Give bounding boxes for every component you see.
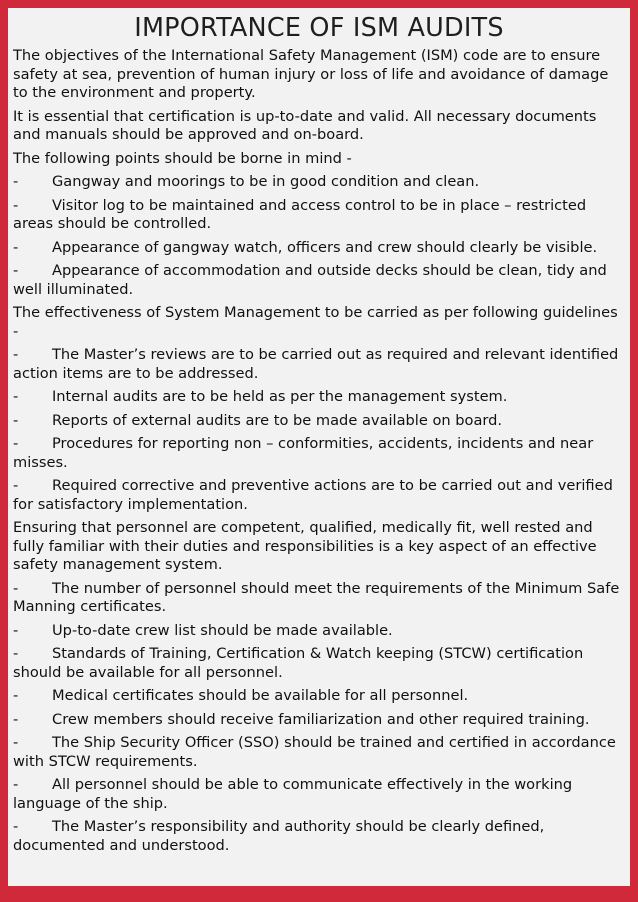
bullet-item xyxy=(13,197,625,234)
bullet-text: Gangway and moorings to be in good condition and clean. xyxy=(52,173,480,190)
paragraph: The effectiveness of System Management to be carried as per following guidelines - xyxy=(13,304,618,340)
bullet-text: The Ship Security Officer (SSO) should be trained and certified in accordance with STCW requirements. xyxy=(13,734,616,770)
paragraph: The objectives of the International Safety Management (ISM) code are to ensure safety at sea, prevention of human injury or loss of life and avoidance of damage to the environment and property. xyxy=(13,47,609,101)
bullet-dash: - xyxy=(13,621,19,639)
bullet-text: The Master’s reviews are to be carried out as required and relevant identified action items are to be addressed. xyxy=(13,346,619,382)
bullet-dash: - xyxy=(13,173,19,190)
bullet-dash: - xyxy=(13,411,19,429)
bullet-text: All personnel should be able to communicate effectively in the working language of the ship. xyxy=(13,776,573,812)
paragraph: It is essential that certification is up-to-date and valid. All necessary documents and manuals should be approved and on-board. xyxy=(13,107,597,143)
bullet-item xyxy=(13,645,625,682)
bullet-text: Up-to-date crew list should be made available. xyxy=(52,621,393,639)
bullet-dash: - xyxy=(13,262,19,279)
bullet-text: Required corrective and preventive actions are to be carried out and verified for satisfactory implementation. xyxy=(13,477,613,513)
bullet-item xyxy=(13,776,625,813)
bullet-item xyxy=(13,239,625,258)
paragraph: The following points should be borne in mind - xyxy=(13,149,352,167)
page-title: IMPORTANCE OF ISM AUDITS xyxy=(134,13,504,43)
bullet-text: The number of personnel should meet the requirements of the Minimum Safe Manning certificates. xyxy=(13,579,620,615)
bullet-dash: - xyxy=(13,435,19,452)
bullet-text: Appearance of accommodation and outside decks should be clean, tidy and well illuminated. xyxy=(13,262,607,298)
bullet-item xyxy=(13,412,625,431)
bullet-dash: - xyxy=(13,196,19,214)
bullet-item xyxy=(13,622,625,641)
bullet-item xyxy=(13,173,625,192)
bullet-text: Reports of external audits are to be made available on board. xyxy=(52,411,503,429)
bullet-text: Appearance of gangway watch, officers and crew should clearly be visible. xyxy=(52,238,598,256)
bullet-item xyxy=(13,435,625,472)
bullet-text: The Master’s responsibility and authority should be clearly defined, documented and understood. xyxy=(13,818,545,854)
bullet-dash: - xyxy=(13,388,19,405)
bullet-item xyxy=(13,388,625,407)
bullet-item xyxy=(13,711,625,730)
bullet-item xyxy=(13,818,625,855)
bullet-dash: - xyxy=(13,710,19,728)
bullet-dash: - xyxy=(13,645,19,662)
document-body xyxy=(8,47,630,855)
bullet-item xyxy=(13,346,625,383)
bullet-text: Internal audits are to be held as per the management system. xyxy=(52,388,508,405)
bullet-item xyxy=(13,734,625,771)
bullet-text: Crew members should receive familiarization and other required training. xyxy=(52,710,590,728)
bullet-dash: - xyxy=(13,238,19,256)
bullet-dash: - xyxy=(13,687,19,704)
bullet-text: Visitor log to be maintained and access control to be in place – restricted areas should be controlled. xyxy=(13,196,587,232)
bullet-item xyxy=(13,687,625,706)
bullet-dash: - xyxy=(13,734,19,751)
bullet-dash: - xyxy=(13,776,19,793)
bullet-item xyxy=(13,262,625,299)
bullet-dash: - xyxy=(13,818,19,835)
document-panel xyxy=(8,8,630,886)
bullet-text: Medical certificates should be available for all personnel. xyxy=(52,687,469,704)
bullet-dash: - xyxy=(13,477,19,494)
bullet-dash: - xyxy=(13,579,19,597)
bullet-item xyxy=(13,580,625,617)
paragraph: Ensuring that personnel are competent, qualified, medically fit, well rested and fully familiar with their duties and responsibilities is a key aspect of an effective safety management system. xyxy=(13,519,597,573)
bullet-text: Standards of Training, Certification & Watch keeping (STCW) certification should be available for all personnel. xyxy=(13,645,584,681)
bullet-item xyxy=(13,477,625,514)
bullet-text: Procedures for reporting non – conformities, accidents, incidents and near misses. xyxy=(13,435,594,471)
bullet-dash: - xyxy=(13,346,19,363)
